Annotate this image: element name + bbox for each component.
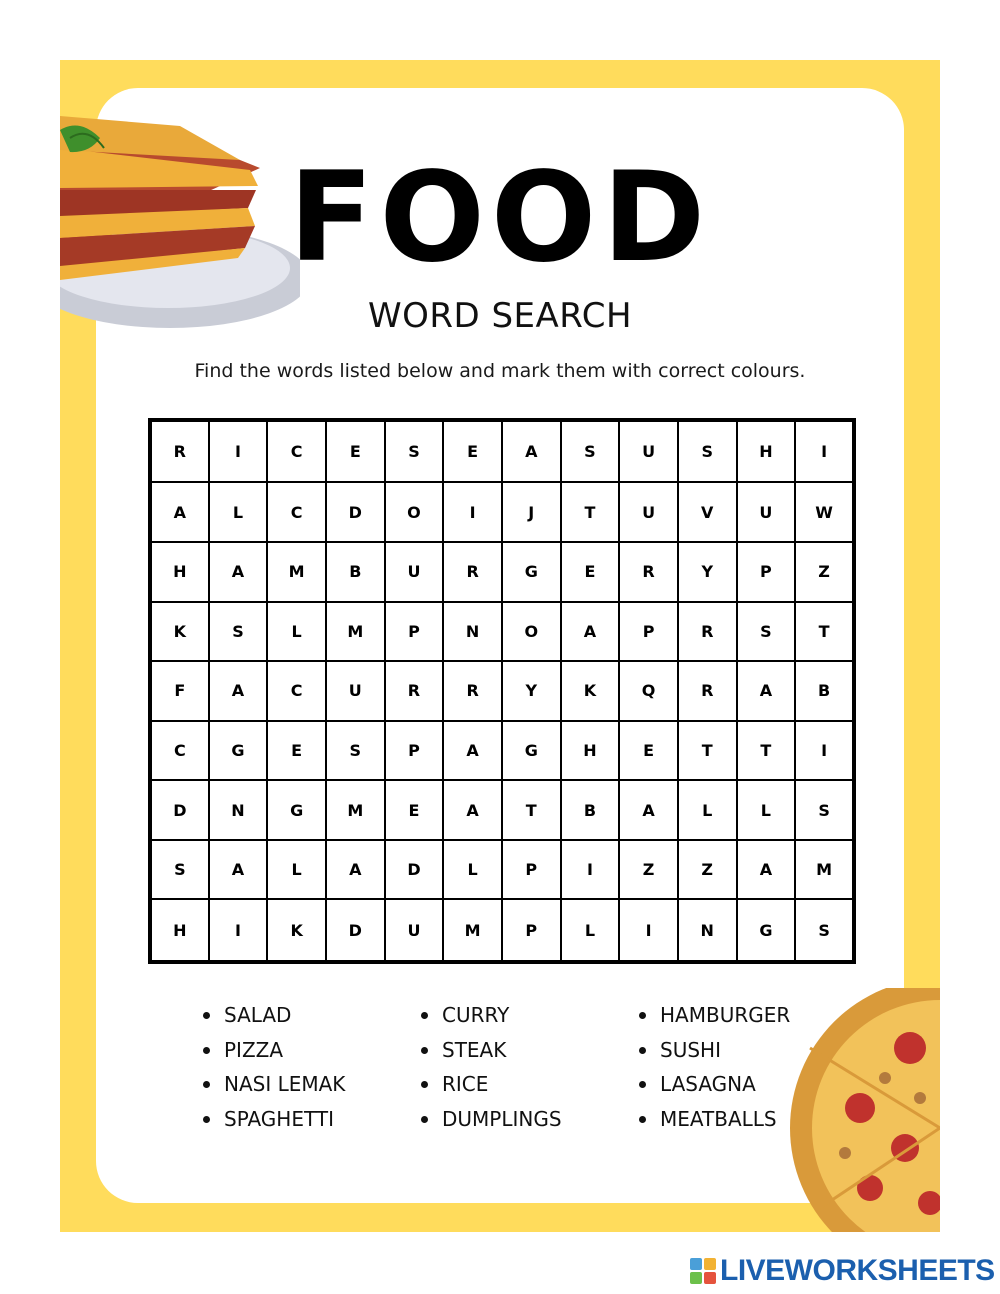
grid-cell[interactable]: E — [561, 542, 620, 602]
grid-cell[interactable]: L — [678, 780, 737, 840]
grid-cell[interactable]: R — [678, 602, 737, 662]
grid-cell[interactable]: P — [502, 840, 561, 900]
grid-cell[interactable]: C — [150, 721, 209, 781]
grid-cell[interactable]: A — [443, 721, 502, 781]
grid-cell[interactable]: E — [267, 721, 326, 781]
grid-cell[interactable]: I — [443, 482, 502, 542]
grid-cell[interactable]: I — [209, 899, 268, 962]
grid-cell[interactable]: M — [326, 602, 385, 662]
grid-cell[interactable]: B — [326, 542, 385, 602]
grid-cell[interactable]: N — [678, 899, 737, 962]
word-list-column-1 — [200, 998, 345, 1137]
grid-cell[interactable]: T — [561, 482, 620, 542]
grid-cell[interactable]: T — [737, 721, 796, 781]
grid-cell[interactable]: O — [385, 482, 444, 542]
grid-cell[interactable]: T — [502, 780, 561, 840]
grid-cell[interactable]: G — [267, 780, 326, 840]
grid-cell[interactable]: R — [678, 661, 737, 721]
grid-cell[interactable]: L — [209, 482, 268, 542]
grid-row — [150, 780, 854, 840]
grid-cell[interactable]: A — [737, 661, 796, 721]
word-item: SALAD — [200, 998, 345, 1033]
grid-row — [150, 899, 854, 962]
grid-cell[interactable]: A — [209, 661, 268, 721]
grid-cell[interactable]: L — [737, 780, 796, 840]
grid-cell[interactable]: E — [443, 420, 502, 482]
grid-row — [150, 542, 854, 602]
grid-cell[interactable]: S — [737, 602, 796, 662]
grid-cell[interactable]: G — [737, 899, 796, 962]
grid-cell[interactable]: F — [150, 661, 209, 721]
grid-row — [150, 721, 854, 781]
grid-cell[interactable]: R — [619, 542, 678, 602]
grid-cell[interactable]: I — [561, 840, 620, 900]
grid-cell[interactable]: K — [150, 602, 209, 662]
grid-row — [150, 840, 854, 900]
grid-cell[interactable]: T — [795, 602, 854, 662]
brand-name: LIVEWORKSHEETS — [720, 1254, 995, 1287]
word-item: SUSHI — [636, 1033, 790, 1068]
grid-cell[interactable]: S — [795, 780, 854, 840]
grid-row — [150, 420, 854, 482]
grid-cell[interactable]: A — [443, 780, 502, 840]
grid-cell[interactable]: B — [795, 661, 854, 721]
grid-cell[interactable]: D — [326, 482, 385, 542]
grid-cell[interactable]: Y — [678, 542, 737, 602]
grid-cell[interactable]: S — [678, 420, 737, 482]
grid-cell[interactable]: C — [267, 420, 326, 482]
grid-cell[interactable]: P — [502, 899, 561, 962]
grid-cell[interactable]: Z — [619, 840, 678, 900]
word-list-column-2 — [418, 998, 562, 1137]
grid-cell[interactable]: L — [561, 899, 620, 962]
grid-cell[interactable]: A — [561, 602, 620, 662]
grid-cell[interactable]: A — [326, 840, 385, 900]
grid-cell[interactable]: M — [326, 780, 385, 840]
word-search-grid — [148, 418, 856, 964]
liveworksheets-brand[interactable] — [690, 1254, 995, 1288]
grid-row — [150, 602, 854, 662]
grid-cell[interactable]: N — [209, 780, 268, 840]
word-item: HAMBURGER — [636, 998, 790, 1033]
grid-cell[interactable]: M — [795, 840, 854, 900]
page-subtitle: WORD SEARCH — [367, 296, 633, 336]
grid-cell[interactable]: D — [385, 840, 444, 900]
grid-cell[interactable]: U — [619, 420, 678, 482]
grid-row — [150, 661, 854, 721]
grid-cell[interactable]: U — [385, 899, 444, 962]
word-item: MEATBALLS — [636, 1102, 790, 1137]
grid-cell[interactable]: C — [267, 482, 326, 542]
grid-cell[interactable]: U — [619, 482, 678, 542]
grid-cell[interactable]: A — [737, 840, 796, 900]
word-item: PIZZA — [200, 1033, 345, 1068]
grid-cell[interactable]: G — [502, 542, 561, 602]
grid-cell[interactable]: A — [619, 780, 678, 840]
grid-cell[interactable]: E — [326, 420, 385, 482]
grid-cell[interactable]: N — [443, 602, 502, 662]
word-item: STEAK — [418, 1033, 562, 1068]
grid-cell[interactable]: H — [561, 721, 620, 781]
grid-cell[interactable]: R — [150, 420, 209, 482]
grid-cell[interactable]: S — [150, 840, 209, 900]
grid-cell[interactable]: T — [678, 721, 737, 781]
grid-cell[interactable]: A — [150, 482, 209, 542]
grid-cell[interactable]: S — [326, 721, 385, 781]
grid-cell[interactable]: V — [678, 482, 737, 542]
grid-cell[interactable]: D — [326, 899, 385, 962]
grid-cell[interactable]: H — [737, 420, 796, 482]
grid-cell[interactable]: L — [267, 602, 326, 662]
word-item: LASAGNA — [636, 1067, 790, 1102]
pizza-illustration — [790, 988, 940, 1232]
grid-cell[interactable]: B — [561, 780, 620, 840]
grid-cell[interactable]: G — [209, 721, 268, 781]
grid-cell[interactable]: Q — [619, 661, 678, 721]
grid-cell[interactable]: P — [385, 721, 444, 781]
word-list-column-3 — [636, 998, 790, 1137]
grid-cell[interactable]: G — [502, 721, 561, 781]
grid-cell[interactable]: A — [209, 840, 268, 900]
grid-cell[interactable]: E — [385, 780, 444, 840]
grid-cell[interactable]: P — [385, 602, 444, 662]
grid-cell[interactable]: K — [561, 661, 620, 721]
grid-cell[interactable]: L — [443, 840, 502, 900]
grid-cell[interactable]: P — [737, 542, 796, 602]
grid-cell[interactable]: M — [267, 542, 326, 602]
instructions: Find the words listed below and mark them with correct colours. — [194, 360, 806, 382]
grid-cell[interactable]: O — [502, 602, 561, 662]
grid-cell[interactable]: U — [326, 661, 385, 721]
grid-cell[interactable]: R — [443, 661, 502, 721]
grid-cell[interactable]: A — [209, 542, 268, 602]
grid-cell[interactable]: H — [150, 899, 209, 962]
word-item: SPAGHETTI — [200, 1102, 345, 1137]
word-item: CURRY — [418, 998, 562, 1033]
grid-cell[interactable]: R — [443, 542, 502, 602]
grid-cell[interactable]: J — [502, 482, 561, 542]
word-item: DUMPLINGS — [418, 1102, 562, 1137]
grid-cell[interactable]: D — [150, 780, 209, 840]
word-item: NASI LEMAK — [200, 1067, 345, 1102]
page-title: FOOD — [288, 146, 712, 290]
grid-cell[interactable]: H — [150, 542, 209, 602]
grid-cell[interactable]: E — [619, 721, 678, 781]
grid-cell[interactable]: U — [737, 482, 796, 542]
grid-cell[interactable]: W — [795, 482, 854, 542]
grid-row — [150, 482, 854, 542]
grid-cell[interactable]: U — [385, 542, 444, 602]
grid-cell[interactable]: R — [385, 661, 444, 721]
grid-cell[interactable]: S — [561, 420, 620, 482]
word-item: RICE — [418, 1067, 562, 1102]
grid-cell[interactable]: P — [619, 602, 678, 662]
grid-cell[interactable]: Z — [795, 542, 854, 602]
liveworksheets-logo-icon — [690, 1258, 716, 1284]
grid-cell[interactable]: I — [795, 420, 854, 482]
grid-cell[interactable]: S — [209, 602, 268, 662]
grid-cell[interactable]: L — [267, 840, 326, 900]
grid-cell[interactable]: S — [385, 420, 444, 482]
grid-cell[interactable]: Y — [502, 661, 561, 721]
grid-cell[interactable]: I — [209, 420, 268, 482]
grid-cell[interactable]: I — [795, 721, 854, 781]
grid-cell[interactable]: Z — [678, 840, 737, 900]
grid-cell[interactable]: C — [267, 661, 326, 721]
grid-cell[interactable]: S — [795, 899, 854, 962]
grid-cell[interactable]: M — [443, 899, 502, 962]
grid-cell[interactable]: A — [502, 420, 561, 482]
grid-cell[interactable]: I — [619, 899, 678, 962]
grid-cell[interactable]: K — [267, 899, 326, 962]
